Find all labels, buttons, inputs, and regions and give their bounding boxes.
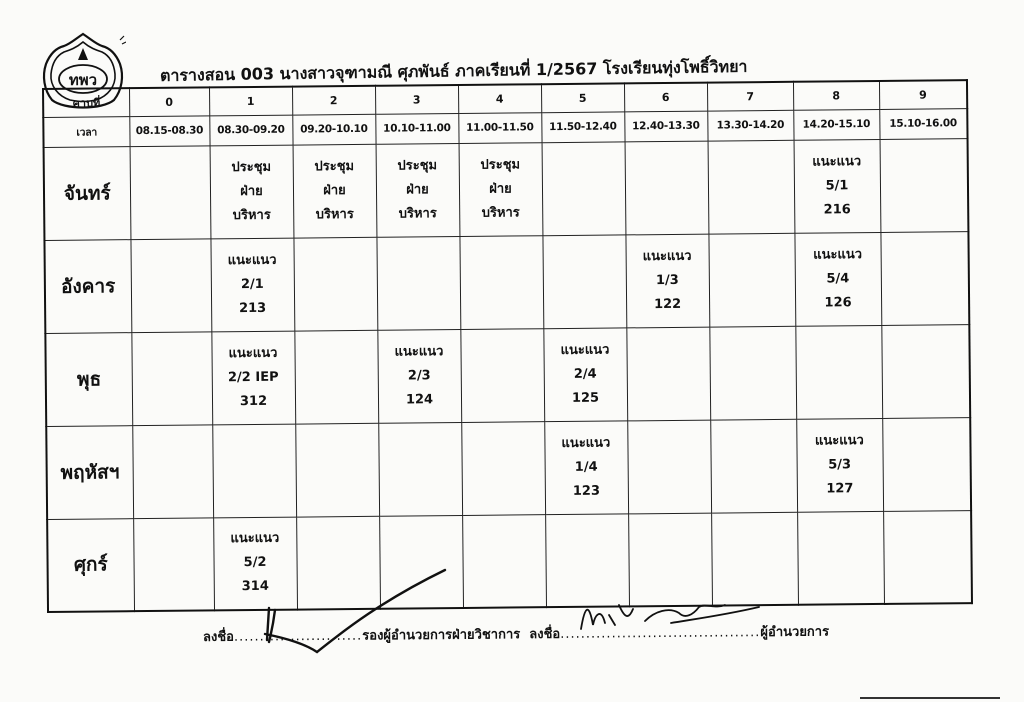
slot-room: บริหาร	[232, 207, 271, 223]
empty-slot	[462, 514, 546, 608]
empty-slot	[212, 424, 296, 518]
slot-class: 2/2 IEP	[227, 369, 279, 385]
empty-slot	[459, 235, 543, 329]
slot-class: 2/4	[573, 366, 597, 382]
empty-slot	[130, 238, 211, 332]
slot-room: บริหาร	[315, 206, 354, 222]
slot-subject: แนะแนว	[814, 432, 864, 449]
empty-slot	[542, 234, 626, 328]
slot-room: 216	[823, 201, 851, 218]
slot-room: 312	[239, 393, 268, 409]
page-title: ตารางสอน 003 นางสาวจุฑามณี ศุภพันธ์ ภาคเรียนที่ 1/2567 โรงเรียนทุ่งโพธิ์วิทยา	[159, 56, 748, 85]
class-slot	[544, 420, 628, 514]
empty-slot	[625, 141, 709, 235]
slot-class: 1/4	[574, 459, 598, 475]
day-row	[44, 138, 969, 240]
period-number: 3	[375, 85, 458, 114]
empty-slot	[460, 328, 544, 422]
day-row	[46, 417, 971, 519]
time-range: 10.10-11.00	[375, 113, 458, 144]
empty-slot	[294, 330, 378, 424]
day-row	[44, 231, 969, 333]
empty-slot	[461, 421, 545, 515]
slot-subject: แนะแนว	[227, 252, 277, 268]
slot-subject: ประชุม	[397, 157, 438, 174]
empty-slot	[295, 423, 379, 517]
empty-slot	[708, 140, 795, 234]
empty-slot	[881, 324, 970, 418]
time-range: 14.20-15.10	[793, 109, 879, 140]
slot-class: 2/1	[240, 276, 264, 292]
slot-subject: แนะแนว	[642, 248, 692, 264]
empty-slot	[880, 231, 969, 325]
empty-slot	[131, 331, 212, 425]
empty-slot	[293, 237, 377, 331]
period-number: 0	[129, 87, 209, 116]
slot-class: 5/2	[243, 555, 267, 571]
empty-slot	[708, 233, 795, 327]
schedule-table	[42, 79, 973, 613]
slot-room: 127	[826, 480, 854, 496]
slot-class: 1/3	[655, 272, 679, 288]
day-name: พฤหัสฯ	[46, 425, 133, 519]
class-slot	[625, 234, 709, 328]
signature-footer: ลงชื่อ.........................รองผู้อำนวยการฝ่ายวิชาการ ลงชื่อ.......................................ผู้อำนวยการ	[202, 624, 830, 645]
time-range: 08.15-08.30	[129, 115, 209, 146]
empty-slot	[378, 422, 462, 516]
empty-slot	[880, 138, 969, 232]
slot-class: 5/4	[826, 270, 850, 286]
class-slot	[543, 327, 627, 421]
day-row	[45, 324, 970, 426]
emblem-text: ทพว	[68, 71, 98, 89]
empty-slot	[376, 236, 460, 330]
slot-subject: ประชุม	[314, 158, 355, 174]
slot-subject: แนะแนว	[812, 153, 862, 170]
slot-class: ฝ่าย	[323, 182, 346, 198]
schedule-table-wrapper	[42, 79, 971, 611]
empty-slot	[133, 517, 214, 611]
empty-slot	[883, 510, 972, 604]
empty-slot	[627, 420, 711, 514]
slot-room: 123	[572, 483, 601, 499]
empty-slot	[709, 326, 796, 420]
day-name: ศุกร์	[47, 518, 134, 612]
slot-class: 2/3	[407, 367, 431, 384]
slot-class: 5/3	[828, 456, 852, 472]
time-range: 08.30-09.20	[209, 115, 292, 146]
empty-slot	[797, 511, 884, 605]
slot-room: บริหาร	[398, 205, 437, 222]
time-range: 13.30-14.20	[707, 110, 793, 141]
period-number: 8	[793, 81, 879, 110]
slot-room: 213	[238, 300, 267, 316]
class-slot	[794, 139, 881, 233]
sign-label: ลงชื่อ	[202, 629, 235, 645]
day-row	[47, 510, 972, 612]
time-range: 11.00-11.50	[458, 112, 541, 143]
period-number: 4	[458, 84, 541, 113]
empty-slot	[882, 417, 971, 511]
day-name: อังคาร	[44, 239, 131, 333]
sign-label: ลงชื่อ	[529, 626, 561, 643]
period-number: 9	[879, 80, 967, 109]
class-slot	[211, 331, 295, 425]
slot-room: 122	[653, 296, 682, 312]
slot-class: ฝ่าย	[489, 180, 512, 197]
time-range: 15.10-16.00	[879, 108, 967, 139]
class-slot	[210, 238, 294, 332]
time-label: เวลา	[43, 116, 129, 147]
slot-class: ฝ่าย	[240, 183, 263, 199]
period-number: 2	[292, 86, 375, 115]
slot-subject: แนะแนว	[813, 246, 863, 263]
empty-slot	[795, 325, 882, 419]
slot-class: ฝ่าย	[406, 181, 429, 198]
slot-subject: แนะแนว	[394, 343, 444, 360]
slot-room: 314	[241, 579, 269, 595]
empty-slot	[130, 145, 211, 239]
slot-room: 126	[824, 294, 852, 310]
time-range: 09.20-10.10	[292, 114, 375, 145]
empty-slot	[626, 327, 710, 421]
page-edge-line	[860, 697, 1000, 699]
class-slot	[210, 145, 294, 239]
empty-slot	[132, 424, 213, 518]
slot-room: 125	[571, 390, 600, 406]
time-range: 11.50-12.40	[541, 111, 624, 142]
day-name: จันทร์	[44, 146, 131, 240]
time-range: 12.40-13.30	[624, 111, 707, 142]
period-number: 1	[209, 87, 292, 116]
empty-slot	[710, 419, 797, 513]
class-slot	[377, 329, 461, 423]
slot-class: 5/1	[825, 177, 849, 193]
director-role: ผู้อำนวยการ	[760, 624, 830, 641]
slot-room: 124	[405, 391, 434, 408]
period-number: 6	[624, 83, 707, 112]
class-slot	[794, 232, 881, 326]
slot-subject: แนะแนว	[230, 530, 280, 547]
slot-subject: แนะแนว	[560, 342, 610, 358]
class-slot	[376, 143, 460, 237]
class-slot	[796, 418, 883, 512]
slot-subject: ประชุม	[480, 156, 521, 173]
class-slot	[293, 144, 377, 238]
period-label: คาบที่	[43, 88, 129, 117]
deputy-director-role: รองผู้อำนวยการฝ่ายวิชาการ	[362, 627, 521, 644]
slot-subject: ประชุม	[231, 159, 272, 175]
period-number: 5	[541, 83, 624, 112]
period-number: 7	[707, 82, 793, 111]
slot-subject: แนะแนว	[561, 435, 611, 451]
day-name: พุธ	[45, 332, 132, 426]
empty-slot	[542, 141, 626, 235]
slot-subject: แนะแนว	[228, 345, 278, 361]
slot-room: บริหาร	[481, 204, 520, 221]
class-slot	[459, 142, 543, 236]
